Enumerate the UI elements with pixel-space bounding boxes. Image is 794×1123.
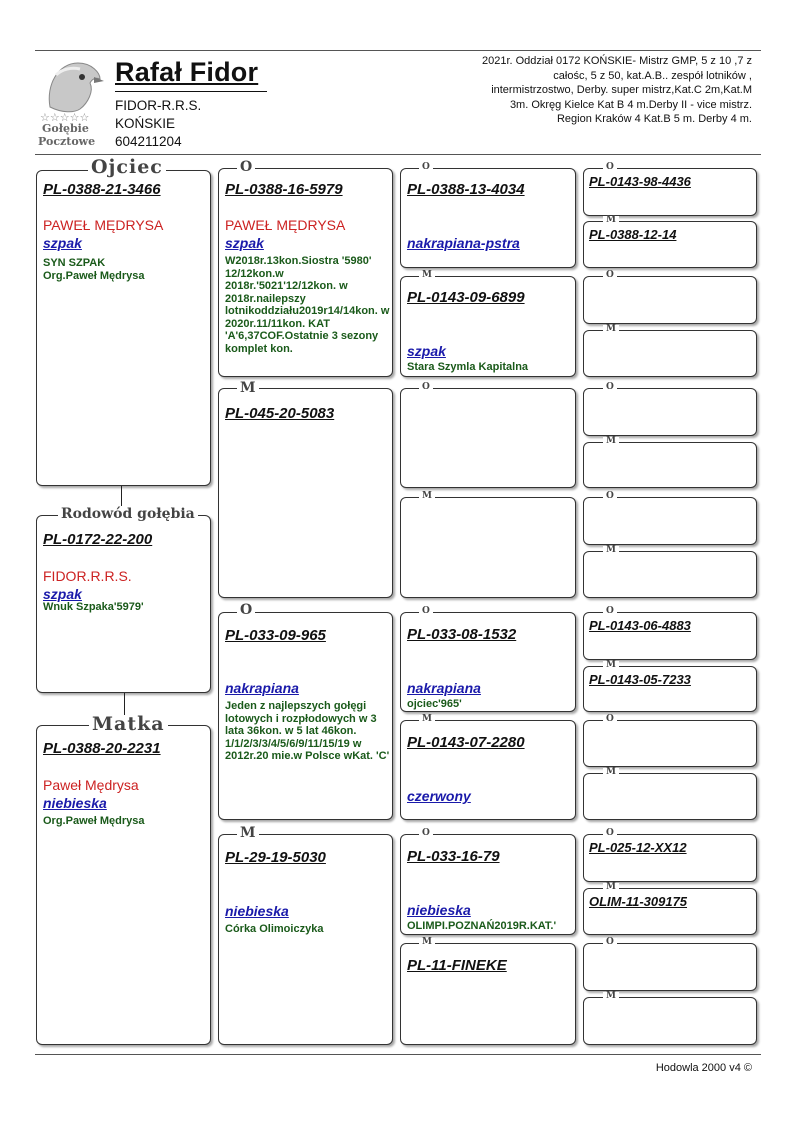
mmff-ring: PL-025-12-XX12 — [589, 840, 687, 855]
ff-owner: PAWEŁ MĘDRYSA — [225, 217, 346, 233]
mfm-color: czerwony — [407, 788, 471, 804]
pedigree-tag: Rodowód gołębia — [58, 507, 198, 521]
fmff-tag: O — [603, 383, 617, 392]
fmm-tag: M — [419, 492, 435, 501]
mfm-tag: M — [419, 715, 435, 724]
breeder-loft: FIDOR-R.R.S. — [115, 98, 202, 113]
header-rule — [35, 154, 761, 155]
father-tag: Ojciec — [88, 158, 166, 177]
fmmf-tag: O — [603, 492, 617, 501]
mfff-ring: PL-0143-06-4883 — [589, 618, 691, 633]
mffm-tag: M — [603, 661, 619, 670]
father-color: szpak — [43, 235, 82, 251]
ffm-box[interactable] — [400, 276, 576, 377]
mm-note: Córka Olimoiczyka — [225, 923, 324, 935]
mother-ring: PL-0388-20-2231 — [43, 740, 161, 757]
ffff-tag: O — [603, 163, 617, 172]
pigeon-color: szpak — [43, 586, 82, 602]
mff-tag: O — [419, 607, 433, 616]
mfff-tag: O — [603, 607, 617, 616]
ffff-ring: PL-0143-98-4436 — [589, 174, 691, 189]
fmff-box[interactable] — [583, 388, 757, 436]
fff-box[interactable] — [400, 168, 576, 268]
mmff-tag: O — [603, 829, 617, 838]
ff-tag: O — [237, 160, 255, 174]
mfmm-tag: M — [603, 768, 619, 777]
mmfm-tag: M — [603, 883, 619, 892]
mfmm-box[interactable] — [583, 773, 757, 820]
ff-box[interactable] — [218, 168, 393, 377]
pigeon-note: Wnuk Szpaka'5979' — [43, 601, 144, 613]
mf-box[interactable] — [218, 612, 393, 820]
ffmm-box[interactable] — [583, 330, 757, 377]
mmfm-ring: OLIM-11-309175 — [589, 894, 688, 909]
mother-color: niebieska — [43, 795, 107, 811]
mf-color: nakrapiana — [225, 680, 299, 696]
father-box[interactable] — [36, 170, 211, 486]
fmmm-box[interactable] — [583, 551, 757, 598]
bottom-rule — [35, 1054, 761, 1055]
ffmm-tag: M — [603, 325, 619, 334]
ffmf-box[interactable] — [583, 276, 757, 324]
mmmf-box[interactable] — [583, 943, 757, 991]
logo-text-2: Pocztowe — [38, 135, 96, 148]
mfm-box[interactable] — [400, 720, 576, 820]
mmmf-tag: O — [603, 938, 617, 947]
svg-text:☆☆☆☆☆: ☆☆☆☆☆ — [40, 111, 90, 124]
achievements-note: 2021r. Oddział 0172 KOŃSKIE- Mistrz GMP, 5 z 10 ,7 z całośc, 5 z 50, kat.A.B.. zespół lotników , intermistrzostwo, Derby. super mistrz,Kat.C 2m,Kat.M 3m. Okręg Kielce Kat B 4 m.Derby II - vice mistrz. Region Kraków 4 Kat.B 5 m. Derby 4 m. — [481, 55, 752, 125]
mmf-tag: O — [419, 829, 433, 838]
fmf-tag: O — [419, 383, 433, 392]
mother-owner: Paweł Mędrysa — [43, 777, 139, 793]
mmf-box[interactable] — [400, 834, 576, 935]
mmfm-box[interactable] — [583, 888, 757, 935]
mfmf-tag: O — [603, 715, 617, 724]
ffm-tag: M — [419, 271, 435, 280]
pigeon-ring: PL-0172-22-200 — [43, 531, 153, 548]
fff-color: nakrapiana-pstra — [407, 235, 520, 251]
mffm-ring: PL-0143-05-7233 — [589, 672, 691, 687]
mother-tag: Matka — [89, 715, 168, 734]
breeder-city: KOŃSKIE — [115, 116, 176, 131]
ffff-box[interactable] — [583, 168, 757, 216]
mfmf-box[interactable] — [583, 720, 757, 767]
fmm-box[interactable] — [400, 497, 576, 598]
mmm-tag: M — [419, 938, 435, 947]
mm-color: niebieska — [225, 903, 289, 919]
fm-box[interactable] — [218, 388, 393, 598]
footer-text: Hodowla 2000 v4 © — [655, 1062, 752, 1074]
mmf-ring: PL-033-16-79 — [407, 848, 500, 865]
mfm-ring: PL-0143-07-2280 — [407, 734, 525, 751]
breeder-name-underline — [115, 91, 267, 92]
mff-note: ojciec'965' — [407, 698, 462, 710]
mmmm-box[interactable] — [583, 997, 757, 1045]
father-note-1: SYN SZPAK — [43, 257, 106, 269]
fmfm-box[interactable] — [583, 442, 757, 488]
mm-ring: PL-29-19-5030 — [225, 849, 326, 866]
mmm-box[interactable] — [400, 943, 576, 1045]
fm-tag: M — [237, 381, 259, 395]
ffmf-tag: O — [603, 271, 617, 280]
fff-ring: PL-0388-13-4034 — [407, 181, 525, 198]
father-ring: PL-0388-21-3466 — [43, 181, 161, 198]
breeder-name: Rafał Fidor — [115, 57, 259, 87]
mf-ring: PL-033-09-965 — [225, 627, 326, 644]
mffm-box[interactable] — [583, 666, 757, 712]
mff-color: nakrapiana — [407, 680, 481, 696]
mmf-note: OLIMPI.POZNAŃ2019R.KAT.' — [407, 920, 557, 932]
mmf-color: niebieska — [407, 902, 471, 918]
mf-tag: O — [237, 603, 255, 617]
mother-box[interactable] — [36, 725, 211, 1045]
fmf-box[interactable] — [400, 388, 576, 488]
mmmm-tag: M — [603, 992, 619, 1001]
mm-tag: M — [237, 826, 259, 840]
mmm-ring: PL-11-FINEKE — [407, 957, 507, 974]
ffm-note: Stara Szymla Kapitalna — [407, 361, 529, 373]
father-owner: PAWEŁ MĘDRYSA — [43, 217, 164, 233]
mff-ring: PL-033-08-1532 — [407, 626, 517, 643]
fffm-tag: M — [603, 216, 619, 225]
fffm-box[interactable] — [583, 221, 757, 268]
fmfm-tag: M — [603, 437, 619, 446]
ff-note: W2018r.13kon.Siostra '5980' 12/12kon.w 2018r.'5021'12/12kon. w 2018r.nailepszy lotnikoddziału2019r14/14kon. w 2020r.11/11kon. KAT 'A'6,37COF.Ostatnie 3 sezony komplet kon. — [225, 255, 390, 355]
fmmf-box[interactable] — [583, 497, 757, 545]
mmff-box[interactable] — [583, 834, 757, 882]
ffm-color: szpak — [407, 343, 446, 359]
father-note-2: Org.Paweł Mędrysa — [43, 270, 145, 282]
ff-ring: PL-0388-16-5979 — [225, 181, 343, 198]
connector-father — [121, 486, 122, 506]
breeder-phone: 604211204 — [115, 134, 182, 149]
pigeon-box[interactable] — [36, 515, 211, 693]
fm-ring: PL-045-20-5083 — [225, 405, 335, 422]
fff-tag: O — [419, 163, 433, 172]
mother-note: Org.Paweł Mędrysa — [43, 815, 145, 827]
ff-color: szpak — [225, 235, 264, 251]
ffm-ring: PL-0143-09-6899 — [407, 289, 525, 306]
logo-text-1: Gołębie — [42, 122, 89, 135]
mff-box[interactable] — [400, 612, 576, 712]
mf-note: Jeden z najlepszych gołęgi lotowych i rozpłodowych w 3 lata 36kon. w 5 lat 46kon. 1/1/2/3/3/4/5/6/9/11/15/19 w 2012r.20 mie.w Polsce wKat. 'C' — [225, 700, 390, 762]
mm-box[interactable] — [218, 834, 393, 1045]
mfff-box[interactable] — [583, 612, 757, 660]
fmmm-tag: M — [603, 546, 619, 555]
pigeon-owner: FIDOR.R.R.S. — [43, 568, 132, 584]
fffm-ring: PL-0388-12-14 — [589, 227, 677, 242]
top-rule — [35, 50, 761, 51]
pigeon-logo — [36, 55, 106, 150]
